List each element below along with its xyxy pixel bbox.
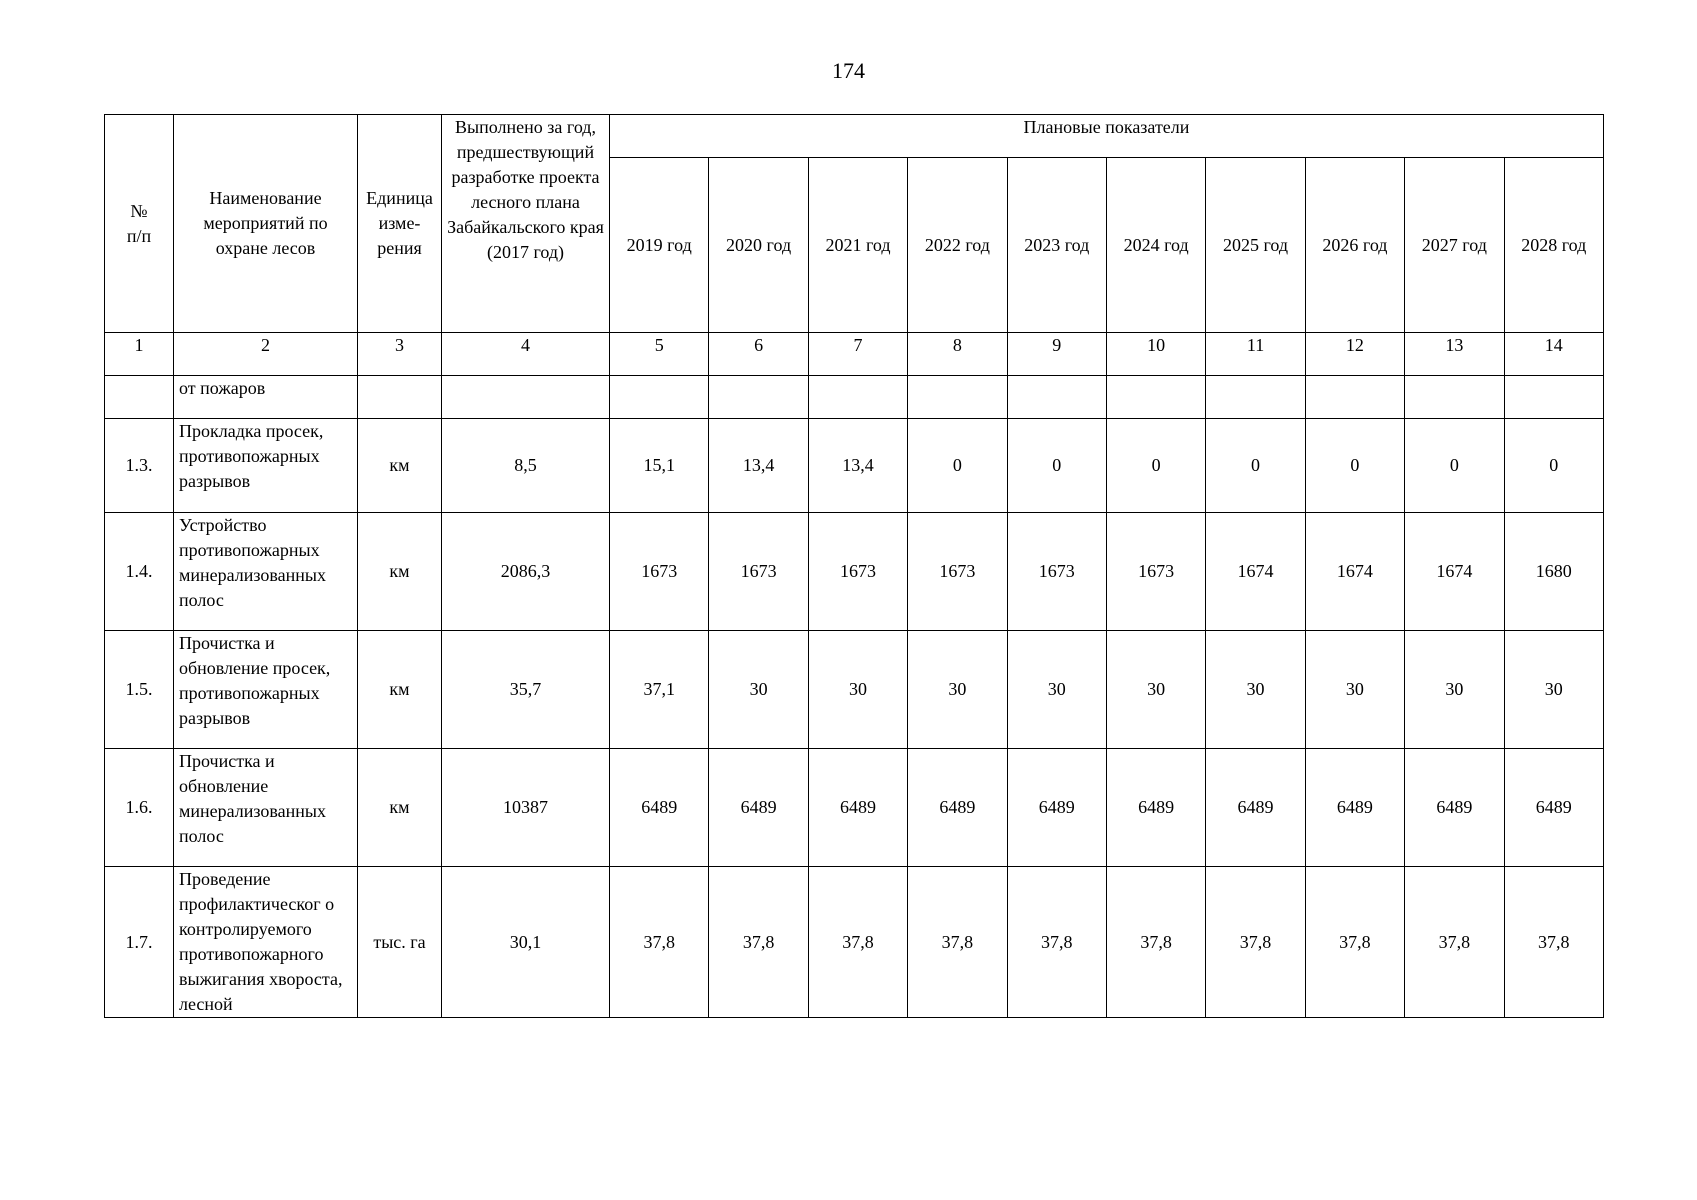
row-value: 1673 [610,513,709,631]
column-number: 7 [808,333,907,376]
empty-cell [358,376,442,419]
row-num: 1.4. [105,513,174,631]
empty-cell [1305,376,1404,419]
row-value: 1673 [709,513,808,631]
row-value: 1673 [1007,513,1106,631]
row-unit: км [358,749,442,867]
column-number: 11 [1206,333,1305,376]
row-name: Прочистка и обновление просек, противопожарных разрывов [174,631,358,749]
row-num: 1.6. [105,749,174,867]
header-num [105,115,174,333]
header-year: 2026 год [1305,158,1404,333]
continuation-text: от пожаров [174,376,358,419]
row-value: 37,1 [610,631,709,749]
column-number: 6 [709,333,808,376]
row-name: Прокладка просек, противопожарных разрывов [174,419,358,513]
header-num-symbol: № [130,200,148,221]
header-row-1 [105,115,1604,158]
table-row [105,867,1604,1018]
table-row [105,419,1604,513]
row-value: 0 [1007,419,1106,513]
row-value: 6489 [1405,749,1504,867]
row-value: 1674 [1305,513,1404,631]
header-year: 2020 год [709,158,808,333]
row-value: 30 [709,631,808,749]
row-value: 37,8 [610,867,709,1018]
column-number: 13 [1405,333,1504,376]
row-done: 30,1 [442,867,610,1018]
row-unit: км [358,513,442,631]
column-number: 1 [105,333,174,376]
row-value: 30 [1305,631,1404,749]
row-value: 30 [1007,631,1106,749]
row-done: 10387 [442,749,610,867]
column-number: 3 [358,333,442,376]
header-unit: Единица изме-рения [358,115,442,333]
empty-cell [1405,376,1504,419]
header-year: 2021 год [808,158,907,333]
row-done: 2086,3 [442,513,610,631]
row-value: 6489 [1106,749,1205,867]
row-value: 13,4 [808,419,907,513]
row-name: Прочистка и обновление минерализованных полос [174,749,358,867]
row-value: 1673 [908,513,1007,631]
row-value: 0 [1504,419,1603,513]
table-row [105,631,1604,749]
row-value: 0 [908,419,1007,513]
empty-cell [610,376,709,419]
empty-cell [1206,376,1305,419]
header-name: Наименование мероприятий по охране лесов [174,115,358,333]
header-done: Выполнено за год, предшествующий разработке проекта лесного плана Забайкальского края (2017 год) [442,115,610,333]
row-value: 37,8 [808,867,907,1018]
row-value: 37,8 [1405,867,1504,1018]
row-value: 0 [1405,419,1504,513]
row-value: 37,8 [1206,867,1305,1018]
empty-cell [1007,376,1106,419]
column-number: 9 [1007,333,1106,376]
row-value: 30 [908,631,1007,749]
row-value: 0 [1206,419,1305,513]
row-value: 6489 [908,749,1007,867]
row-value: 6489 [1206,749,1305,867]
header-year: 2023 год [1007,158,1106,333]
row-value: 37,8 [1106,867,1205,1018]
row-value: 6489 [808,749,907,867]
page-number: 174 [832,58,865,83]
row-value: 0 [1106,419,1205,513]
column-number: 5 [610,333,709,376]
column-number: 10 [1106,333,1205,376]
empty-cell [709,376,808,419]
column-number: 8 [908,333,1007,376]
row-value: 15,1 [610,419,709,513]
row-value: 1674 [1206,513,1305,631]
table-row [105,749,1604,867]
row-value: 30 [808,631,907,749]
row-done: 35,7 [442,631,610,749]
header-planned: Плановые показатели [610,115,1604,158]
row-value: 1674 [1405,513,1504,631]
row-done: 8,5 [442,419,610,513]
table-row [105,513,1604,631]
header-num-abbr: п/п [126,225,152,246]
row-value: 30 [1206,631,1305,749]
column-number: 14 [1504,333,1603,376]
empty-cell [1106,376,1205,419]
row-name: Устройство противопожарных минерализованных полос [174,513,358,631]
column-number: 4 [442,333,610,376]
row-value: 37,8 [709,867,808,1018]
row-value: 6489 [1305,749,1404,867]
row-value: 30 [1106,631,1205,749]
row-value: 0 [1305,419,1404,513]
column-number: 12 [1305,333,1404,376]
header-year: 2019 год [610,158,709,333]
header-year: 2024 год [1106,158,1205,333]
row-num: 1.7. [105,867,174,1018]
row-value: 1673 [808,513,907,631]
row-num: 1.3. [105,419,174,513]
row-unit: км [358,419,442,513]
row-unit: тыс. га [358,867,442,1018]
row-value: 37,8 [1007,867,1106,1018]
row-value: 6489 [1504,749,1603,867]
empty-cell [442,376,610,419]
row-value: 6489 [1007,749,1106,867]
header-year: 2027 год [1405,158,1504,333]
row-value: 1673 [1106,513,1205,631]
header-year: 2022 год [908,158,1007,333]
row-value: 6489 [709,749,808,867]
row-name: Проведение профилактическог о контролируемого противопожарного выжигания хвороста, лесной [174,867,358,1018]
empty-cell [808,376,907,419]
row-value: 6489 [610,749,709,867]
row-value: 30 [1405,631,1504,749]
row-value: 13,4 [709,419,808,513]
row-value: 37,8 [1305,867,1404,1018]
row-num: 1.5. [105,631,174,749]
row-value: 37,8 [908,867,1007,1018]
row-value: 30 [1504,631,1603,749]
empty-cell [908,376,1007,419]
row-unit: км [358,631,442,749]
continuation-row [105,376,1604,419]
header-year: 2025 год [1206,158,1305,333]
row-value: 37,8 [1504,867,1603,1018]
header-year: 2028 год [1504,158,1603,333]
row-value: 1680 [1504,513,1603,631]
column-number-row [105,333,1604,376]
column-number: 2 [174,333,358,376]
empty-cell [1504,376,1603,419]
empty-cell [105,376,174,419]
forest-protection-table [104,114,1604,1018]
